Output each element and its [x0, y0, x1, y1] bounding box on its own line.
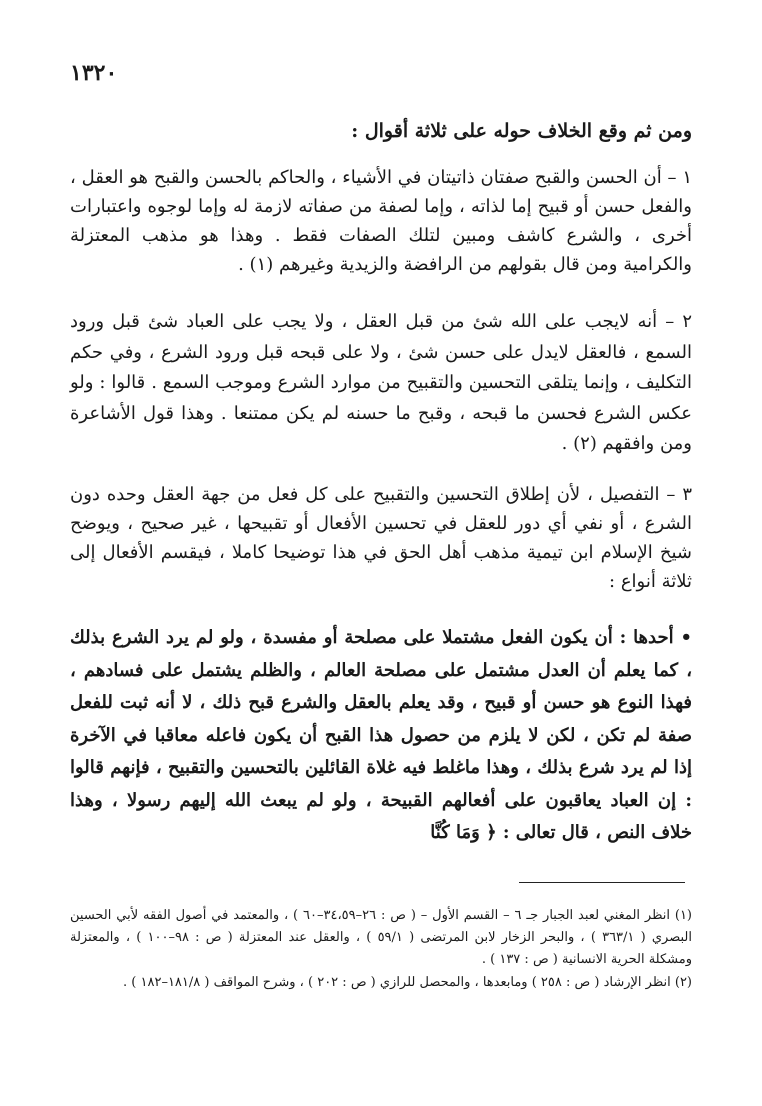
paragraph-1: ١ – أن الحسن والقبح صفتان ذاتيتان في الأشياء ، والحاكم بالحسن والقبح هو العقل ، والفعل حسن أو قبيح إما لذاته ، وإما لصفة من صفاته لازمة له وإما لوجوه واعتبارات أخرى ، والشرع كاشف ومبين لتلك الصفات فقط . وهذا هو مذهب المعتزلة والكرامية ومن قال بقولهم من الرافضة والزيدية وغيرهم (١) .: [70, 167, 692, 275]
footnote-2: (٢) انظر الإرشاد ( ص : ٢٥٨ ) ومابعدها ، والمحصل للرازي ( ص : ٢٠٢ ) ، وشرح المواقف ( ١٨١/٨–١٨٢ ) .: [123, 975, 692, 990]
paragraph-2: ٢ – أنه لايجب على الله شئ من قبل العقل ، ولا يجب على العباد شئ قبل ورود السمع ، فالعقل لايدل على حسن شئ ، ولا على قبحه قبل ورود الشرع ، وفي حكم التكليف ، وإنما يتلقى التحسين والتقبيح من موارد الشرع وموجب السمع . قالوا : ولو عكس الشرع فحسن ما قبحه ، وقبح ما حسنه لم يكن ممتنعا . وهذا قول الأشاعرة ومن وافقهم (٢) .: [70, 311, 692, 454]
footnote-separator: [519, 882, 685, 883]
paragraph-4: • أحدها : أن يكون الفعل مشتملا على مصلحة أو مفسدة ، ولو لم يرد الشرع بذلك ، كما يعلم أن العدل مشتمل على مصلحة العالم ، والظلم يشتمل على فسادهم ، فهذا النوع هو حسن أو قبيح ، وقد يعلم بالعقل والشرع قبح ذلك ، لا أنه ثبت للفعل صفة لم تكن ، لكن لا يلزم من حصول هذا القبح أن يكون فاعله معاقبا في الآخرة إذا لم يرد شرع بذلك ، وهذا ماغلط فيه غلاة القائلين بالتحسين والتقبيح ، فإنهم قالوا : إن العباد يعاقبون على أفعالهم القبيحة ، ولو لم يبعث الله إليهم رسولا ، وهذا خلاف النص ، قال تعالى : ﴿ وَمَا كُنَّا: [70, 627, 692, 843]
section-heading: ومن ثم وقع الخلاف حوله على ثلاثة أقوال :: [351, 120, 692, 142]
footnote-1: (١) انظر المغني لعبد الجبار جـ ٦ – القسم الأول – ( ص : ٢٦–٣٤،٥٩–٦٠ ) ، والمعتمد في أصول الفقه لأبي الحسين البصري ( ٣٦٣/١ ) ، والبحر الزخار لابن المرتضى ( ٥٩/١ ) ، والعقل عند المعتزلة ( ص : ٩٨–١٠٠ ) ، والمعتزلة ومشكلة الحرية الانسانية ( ص : ١٣٧ ) .: [70, 908, 692, 967]
paragraph-3: ٣ – التفصيل ، لأن إطلاق التحسين والتقبيح على كل فعل من جهة العقل وحده دون الشرع ، أو نفي أي دور للعقل في تحسين الأفعال أو تقبيحها ، غير صحيح ، ويوضح شيخ الإسلام ابن تيمية مذهب أهل الحق في هذا توضيحا كاملا ، فيقسم الأفعال إلى ثلاثة أنواع :: [70, 484, 692, 592]
page-number: ١٣٢٠: [70, 60, 118, 86]
